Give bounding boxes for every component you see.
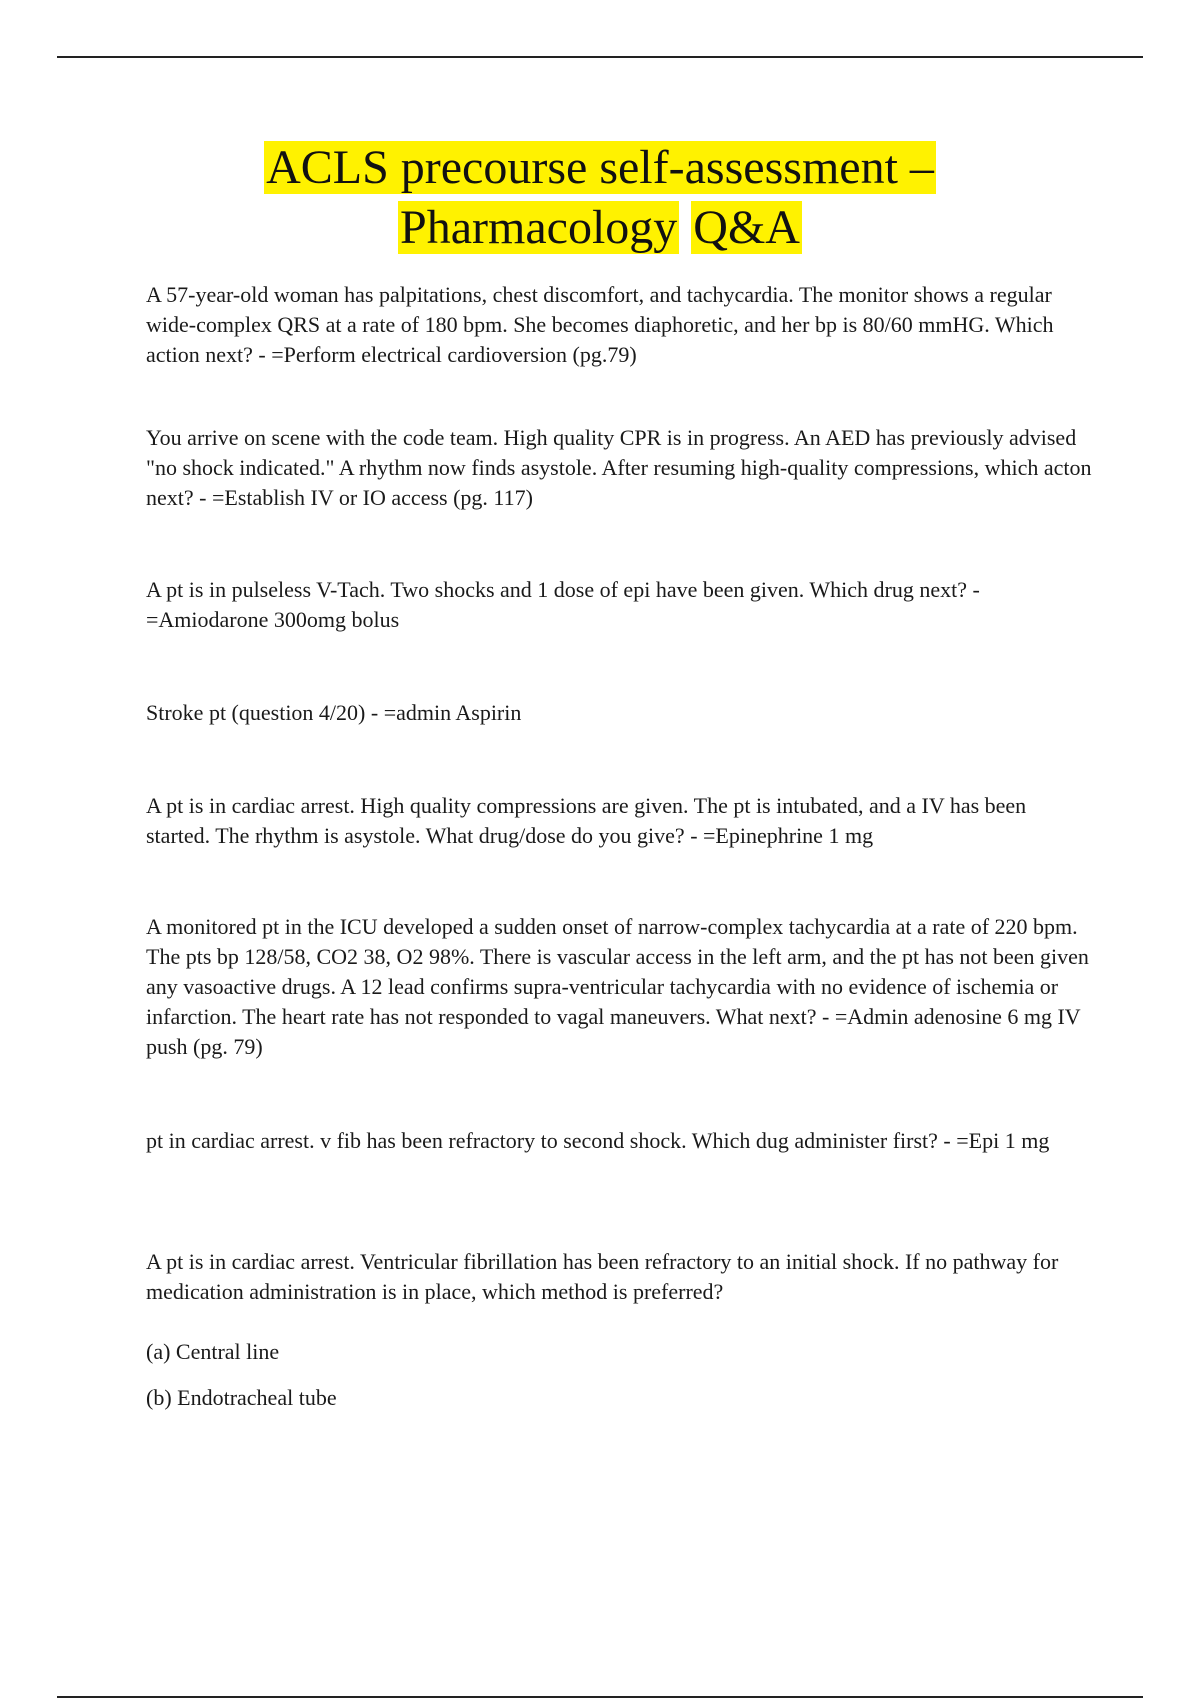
qa-item-2: You arrive on scene with the code team. High quality CPR is in progress. An AED has previously advised "no shock indicated." A rhythm now finds asystole. After resuming high-quality compressions, which acton next? - =Establish IV or IO access (pg. 117) (146, 425, 1092, 510)
qa-item-5: A pt is in cardiac arrest. High quality compressions are given. The pt is intubated, and a IV has been started. The rhythm is asystole. What drug/dose do you give? - =Epinephrine 1 mg (146, 793, 1027, 848)
option-b: (b) Endotracheal tube (146, 1385, 337, 1410)
title-line-2 (100, 198, 1100, 258)
title-part-1: ACLS precourse self-assessment – (266, 141, 934, 194)
qa-item-8: A pt is in cardiac arrest. Ventricular fibrillation has been refractory to an initial shock. If no pathway for medication administration is in place, which method is preferred? (146, 1249, 1059, 1304)
qa-item-6: A monitored pt in the ICU developed a sudden onset of narrow-complex tachycardia at a rate of 220 bpm. The pts bp 128/58, CO2 38, O2 98%. There is vascular access in the left arm, and the pt has not been given any vasoactive drugs. A 12 lead confirms supra-ventricular tachycardia with no evidence of ischemia or infarction. The heart rate has not responded to vagal maneuvers. What next? - =Admin adenosine 6 mg IV push (pg. 79) (146, 914, 1089, 1059)
title-part-2a: Pharmacology (400, 201, 678, 254)
title-line-1 (100, 138, 1100, 198)
bottom-rule (57, 1696, 1143, 1698)
qa-item-4: Stroke pt (question 4/20) - =admin Aspirin (146, 700, 522, 725)
top-rule (57, 56, 1143, 58)
qa-item-7: pt in cardiac arrest. v fib has been refractory to second shock. Which dug administer first? - =Epi 1 mg (146, 1128, 1050, 1153)
qa-item-1: A 57-year-old woman has palpitations, chest discomfort, and tachycardia. The monitor shows a regular wide-complex QRS at a rate of 180 bpm. She becomes diaphoretic, and her bp is 80/60 mmHG. Which action next? - =Perform electrical cardioversion (pg.79) (146, 282, 1054, 367)
option-a: (a) Central line (146, 1339, 280, 1364)
qa-item-3: A pt is in pulseless V-Tach. Two shocks and 1 dose of epi have been given. Which drug next? - =Amiodarone 300omg bolus (146, 577, 980, 632)
title-part-2b: Q&A (693, 201, 800, 254)
document-title (100, 138, 1100, 258)
